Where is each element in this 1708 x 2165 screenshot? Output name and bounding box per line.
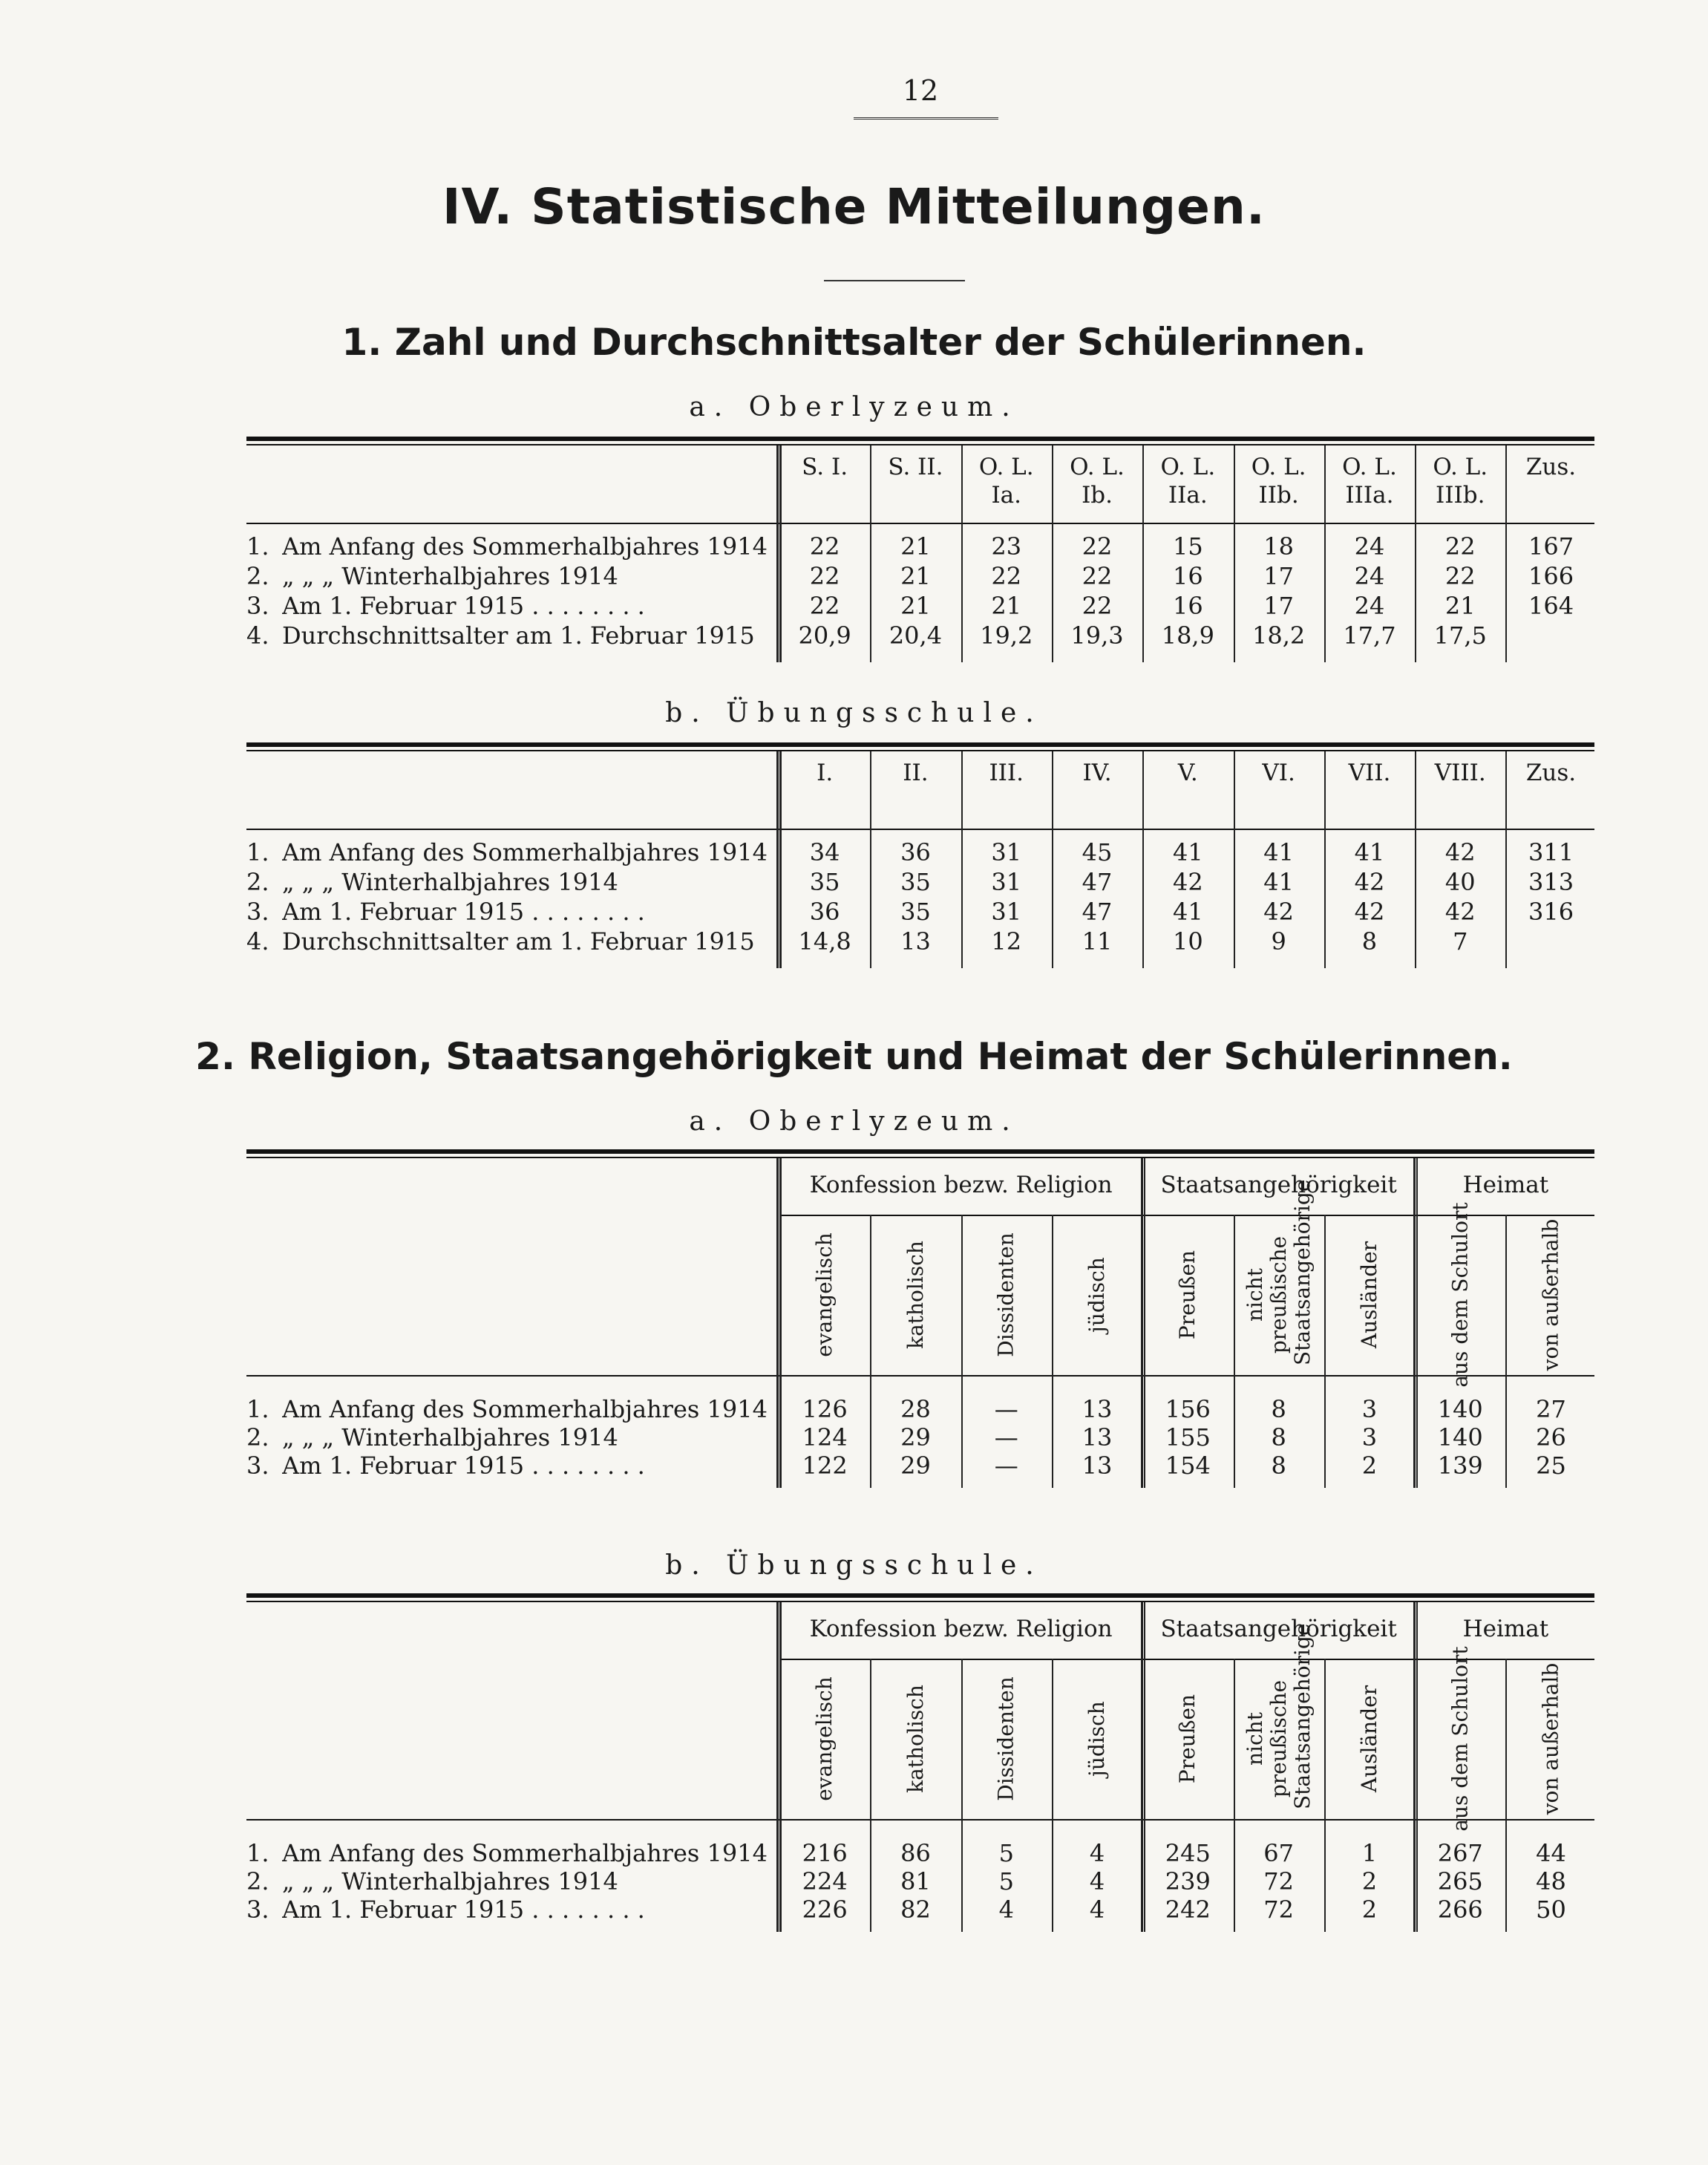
- table-cell: 124: [802, 1423, 848, 1452]
- column-header: I.: [817, 760, 834, 786]
- title-rule: [824, 280, 965, 281]
- row-label: „ „ „ Winterhalbjahres 1914: [282, 1868, 618, 1895]
- table-cell: 155: [1165, 1423, 1211, 1452]
- table-cell: 8: [1271, 1395, 1286, 1423]
- table-cell: 82: [900, 1895, 931, 1924]
- table-top-rule-thin: [246, 1157, 1594, 1158]
- table-header-rule: [246, 1819, 1594, 1821]
- rotated-column-label: Preußen: [1175, 1694, 1200, 1784]
- table-top-rule: [246, 1593, 1594, 1598]
- page-number: 12: [902, 74, 939, 107]
- column-header: VI.: [1262, 760, 1295, 786]
- row-number: 1.: [246, 1839, 269, 1867]
- table-cell: 4: [1089, 1839, 1105, 1867]
- rotated-column-label: Ausländer: [1356, 1685, 1381, 1793]
- column-header: Zus.: [1525, 760, 1577, 786]
- table-cell: 15: [1172, 532, 1203, 561]
- table-cell: 4: [998, 1895, 1014, 1924]
- table-vline-main: [776, 1602, 779, 1932]
- table-cell: 140: [1437, 1423, 1483, 1452]
- group-header: Staatsangehörigkeit: [1160, 1172, 1397, 1198]
- column-header: IV.: [1082, 760, 1112, 786]
- row-label: Am Anfang des Sommerhalbjahres 1914: [282, 839, 768, 866]
- table-header-rule: [246, 829, 1594, 830]
- table-cell: 8: [1271, 1423, 1286, 1452]
- table-top-rule: [246, 742, 1594, 747]
- table-cell: 12: [991, 927, 1022, 956]
- table-cell: 1: [1361, 1839, 1378, 1867]
- column-header: O. L. IIb.: [1251, 454, 1306, 509]
- table-cell: 27: [1536, 1395, 1566, 1423]
- table-cell: 20,4: [889, 621, 943, 650]
- table-cell: 139: [1437, 1452, 1483, 1480]
- table-cell: 42: [1444, 898, 1476, 926]
- table-cell: 24: [1354, 592, 1385, 620]
- row-number: 4.: [246, 621, 269, 650]
- row-label: Durchschnittsalter am 1. Februar 1915: [282, 928, 755, 955]
- column-header: VIII.: [1434, 760, 1486, 786]
- table-cell: 3: [1361, 1423, 1378, 1452]
- table-cell: 19,3: [1070, 621, 1124, 650]
- table-cell: 31: [991, 868, 1022, 896]
- row-label: Am 1. Februar 1915 . . . . . . . .: [282, 1896, 645, 1923]
- row-label: Am Anfang des Sommerhalbjahres 1914: [282, 1396, 768, 1423]
- table-cell: 36: [809, 898, 840, 926]
- table-cell: 47: [1082, 868, 1113, 896]
- table-cell: 21: [900, 592, 931, 620]
- table-cell: 166: [1528, 562, 1574, 590]
- table-cell: 13: [900, 927, 931, 956]
- table-vline-main: [776, 1158, 779, 1488]
- table-cell: 47: [1082, 898, 1113, 926]
- column-header: V.: [1177, 760, 1198, 786]
- table-cell: 40: [1444, 868, 1476, 896]
- section2a-subtitle: a. Oberlyzeum.: [689, 1106, 1019, 1137]
- table-cell: 23: [991, 532, 1022, 561]
- row-label: Am Anfang des Sommerhalbjahres 1914: [282, 1840, 768, 1867]
- column-header: VII.: [1348, 760, 1391, 786]
- table-top-rule-thin: [246, 750, 1594, 751]
- column-header: O. L. Ib.: [1070, 454, 1125, 509]
- table-cell: 126: [802, 1395, 848, 1423]
- table-cell: 2: [1361, 1895, 1378, 1924]
- table-cell: —: [994, 1452, 1018, 1480]
- table-cell: 316: [1528, 898, 1574, 926]
- table-cell: 86: [900, 1839, 931, 1867]
- table-cell: 28: [900, 1395, 931, 1423]
- table-cell: 16: [1172, 592, 1203, 620]
- row-label: Durchschnittsalter am 1. Februar 1915: [282, 622, 755, 649]
- table-cell: 22: [1082, 532, 1113, 561]
- table-cell: 20,9: [798, 621, 851, 650]
- rotated-column-header: [779, 1663, 870, 1815]
- table-cell: 16: [1172, 562, 1203, 590]
- table-cell: 156: [1165, 1395, 1211, 1423]
- table-cell: 35: [900, 898, 931, 926]
- table-cell: 72: [1263, 1867, 1294, 1895]
- table-cell: 7: [1453, 927, 1468, 956]
- row-label: „ „ „ Winterhalbjahres 1914: [282, 1424, 618, 1451]
- table-cell: 81: [900, 1867, 931, 1895]
- section2-title: 2. Religion, Staatsangehörigkeit und Heimat der Schülerinnen.: [195, 1035, 1513, 1078]
- table-cell: 36: [900, 838, 931, 866]
- table-cell: 45: [1082, 838, 1113, 866]
- rotated-column-header: [1142, 1663, 1233, 1815]
- row-label: „ „ „ Winterhalbjahres 1914: [282, 869, 618, 895]
- table-cell: 17,7: [1343, 621, 1396, 650]
- table-cell: 21: [1444, 592, 1476, 620]
- group-header: Heimat: [1462, 1172, 1549, 1198]
- table-cell: 266: [1437, 1895, 1483, 1924]
- table-cell: 311: [1528, 838, 1574, 866]
- row-label: Am 1. Februar 1915 . . . . . . . .: [282, 1452, 645, 1479]
- section1-title: 1. Zahl und Durchschnittsalter der Schülerinnen.: [341, 321, 1367, 364]
- table-vline-main: [776, 445, 779, 662]
- table-cell: 42: [1263, 898, 1294, 926]
- table-cell: 41: [1172, 898, 1203, 926]
- table-cell: 24: [1354, 532, 1385, 561]
- rotated-column-header: [961, 1219, 1052, 1371]
- column-header: S. I.: [802, 454, 848, 480]
- section2b-subtitle: b. Übungsschule.: [665, 1550, 1043, 1581]
- table-top-rule-thin: [246, 444, 1594, 445]
- table-cell: 10: [1172, 927, 1203, 956]
- rotated-column-header: [1052, 1663, 1142, 1815]
- table-cell: 18,2: [1252, 621, 1306, 650]
- table-cell: 122: [802, 1452, 848, 1480]
- table-cell: 2: [1361, 1452, 1378, 1480]
- rotated-column-label: nicht preußische Staatsangehörige: [1242, 1623, 1315, 1809]
- rotated-column-header: [1234, 1623, 1324, 1815]
- column-header: O. L. IIIa.: [1342, 454, 1397, 509]
- table-cell: 50: [1536, 1895, 1566, 1924]
- row-label: „ „ „ Winterhalbjahres 1914: [282, 563, 618, 590]
- rotated-column-label: evangelisch: [812, 1232, 837, 1357]
- column-header: O. L. Ia.: [978, 454, 1034, 509]
- table-cell: 26: [1536, 1423, 1566, 1452]
- column-header: III.: [989, 760, 1024, 786]
- table-header-rule: [246, 1375, 1594, 1377]
- column-header: O. L. IIIb.: [1433, 454, 1488, 509]
- group-header: Heimat: [1462, 1616, 1549, 1642]
- table-cell: 11: [1082, 927, 1113, 956]
- rotated-column-header: [1052, 1219, 1142, 1371]
- row-number: 2.: [246, 562, 269, 590]
- column-header: O. L. IIa.: [1160, 454, 1216, 509]
- table-cell: 9: [1271, 927, 1286, 956]
- table-cell: 164: [1528, 592, 1574, 620]
- table-cell: 22: [1444, 562, 1476, 590]
- table-cell: 167: [1528, 532, 1574, 561]
- table-cell: 41: [1172, 838, 1203, 866]
- table-cell: 13: [1082, 1423, 1113, 1452]
- rotated-column-label: evangelisch: [812, 1676, 837, 1801]
- table-cell: 2: [1361, 1867, 1378, 1895]
- table-cell: 42: [1354, 898, 1385, 926]
- table-top-rule: [246, 437, 1594, 441]
- table-cell: 17: [1263, 562, 1294, 590]
- rotated-column-label: von außerhalb: [1538, 1662, 1563, 1815]
- table-cell: 224: [802, 1867, 848, 1895]
- table-cell: 29: [900, 1452, 931, 1480]
- table-cell: 13: [1082, 1452, 1113, 1480]
- table-cell: 313: [1528, 868, 1574, 896]
- rotated-column-label: jüdisch: [1084, 1257, 1110, 1333]
- row-number: 1.: [246, 532, 269, 561]
- table-cell: 265: [1437, 1867, 1483, 1895]
- table-cell: 29: [900, 1423, 931, 1452]
- table-cell: 21: [900, 562, 931, 590]
- row-number: 2.: [246, 868, 269, 896]
- row-number: 3.: [246, 592, 269, 620]
- rotated-column-header: [961, 1663, 1052, 1815]
- rotated-column-label: Dissidenten: [993, 1676, 1018, 1801]
- rotated-column-label: nicht preußische Staatsangehörige: [1242, 1179, 1315, 1365]
- table-cell: 35: [900, 868, 931, 896]
- rotated-column-label: jüdisch: [1084, 1701, 1110, 1777]
- table-cell: 17,5: [1433, 621, 1487, 650]
- row-number: 1.: [246, 838, 269, 866]
- row-number: 4.: [246, 927, 269, 956]
- table-cell: 42: [1354, 868, 1385, 896]
- rotated-column-label: katholisch: [903, 1685, 928, 1793]
- section1a-subtitle: a. Oberlyzeum.: [689, 392, 1019, 422]
- group-header: Konfession bezw. Religion: [809, 1616, 1113, 1642]
- table-cell: 21: [900, 532, 931, 561]
- table-cell: 21: [991, 592, 1022, 620]
- table-vline-main: [776, 751, 779, 968]
- table-cell: 22: [1444, 532, 1476, 561]
- rotated-column-header: [1415, 1646, 1505, 1832]
- table-cell: 22: [809, 592, 840, 620]
- table-cell: 72: [1263, 1895, 1294, 1924]
- table-cell: 8: [1361, 927, 1378, 956]
- rotated-column-header: [1324, 1663, 1415, 1815]
- table-cell: 22: [809, 532, 840, 561]
- table-cell: 25: [1536, 1452, 1566, 1480]
- table-cell: 41: [1263, 838, 1294, 866]
- rotated-column-header: [1505, 1663, 1596, 1815]
- table-cell: 22: [809, 562, 840, 590]
- row-number: 3.: [246, 898, 269, 926]
- row-number: 3.: [246, 1452, 269, 1480]
- column-header: S. II.: [888, 454, 943, 480]
- table-cell: 48: [1536, 1867, 1566, 1895]
- row-label: Am Anfang des Sommerhalbjahres 1914: [282, 533, 768, 560]
- table-cell: 42: [1444, 838, 1476, 866]
- rotated-column-header: [870, 1663, 961, 1815]
- table-cell: 242: [1165, 1895, 1211, 1924]
- table-cell: 226: [802, 1895, 848, 1924]
- rotated-column-label: katholisch: [903, 1241, 928, 1349]
- table-cell: 140: [1437, 1395, 1483, 1423]
- table-cell: 41: [1354, 838, 1385, 866]
- group-header: Konfession bezw. Religion: [809, 1172, 1113, 1198]
- rotated-column-label: von außerhalb: [1538, 1218, 1563, 1371]
- rotated-column-header: [779, 1219, 870, 1371]
- table-cell: 13: [1082, 1395, 1113, 1423]
- rotated-column-header: [1505, 1219, 1596, 1371]
- row-number: 2.: [246, 1423, 269, 1452]
- table-cell: 35: [809, 868, 840, 896]
- table-cell: 14,8: [798, 927, 851, 956]
- table-cell: 239: [1165, 1867, 1211, 1895]
- table-cell: 22: [1082, 562, 1113, 590]
- table-cell: 245: [1165, 1839, 1211, 1867]
- table-cell: —: [994, 1423, 1018, 1452]
- table-cell: —: [994, 1395, 1018, 1423]
- row-number: 3.: [246, 1895, 269, 1924]
- table-cell: 3: [1361, 1395, 1378, 1423]
- table-cell: 42: [1172, 868, 1203, 896]
- table-header-rule: [246, 523, 1594, 524]
- table-cell: 41: [1263, 868, 1294, 896]
- table-cell: 4: [1089, 1895, 1105, 1924]
- rotated-column-header: [1142, 1219, 1233, 1371]
- column-header: II.: [903, 760, 929, 786]
- rotated-column-label: aus dem Schulort: [1447, 1646, 1473, 1832]
- rotated-column-header: [1415, 1202, 1505, 1388]
- section1b-subtitle: b. Übungsschule.: [665, 698, 1043, 728]
- table-cell: 31: [991, 898, 1022, 926]
- rotated-column-label: Ausländer: [1356, 1241, 1381, 1349]
- table-cell: 154: [1165, 1452, 1211, 1480]
- rotated-column-label: Preußen: [1175, 1250, 1200, 1340]
- table-cell: 22: [991, 562, 1022, 590]
- table-cell: 8: [1271, 1452, 1286, 1480]
- table-cell: 4: [1089, 1867, 1105, 1895]
- group-header: Staatsangehörigkeit: [1160, 1616, 1397, 1642]
- row-number: 2.: [246, 1867, 269, 1895]
- rotated-column-label: aus dem Schulort: [1447, 1202, 1473, 1388]
- rotated-column-header: [1234, 1179, 1324, 1371]
- table-cell: 22: [1082, 592, 1113, 620]
- table-top-rule: [246, 1149, 1594, 1154]
- column-header: Zus.: [1525, 454, 1577, 480]
- table-cell: 5: [998, 1867, 1014, 1895]
- row-number: 1.: [246, 1395, 269, 1423]
- row-label: Am 1. Februar 1915 . . . . . . . .: [282, 898, 645, 925]
- table-cell: 31: [991, 838, 1022, 866]
- main-title: IV. Statistische Mitteilungen.: [442, 178, 1266, 235]
- table-top-rule-thin: [246, 1601, 1594, 1602]
- table-cell: 67: [1263, 1839, 1294, 1867]
- table-cell: 267: [1437, 1839, 1483, 1867]
- table-cell: 18,9: [1161, 621, 1214, 650]
- table-cell: 34: [809, 838, 840, 866]
- table-cell: 17: [1263, 592, 1294, 620]
- table-cell: 216: [802, 1839, 848, 1867]
- rotated-column-header: [870, 1219, 961, 1371]
- table-cell: 19,2: [980, 621, 1033, 650]
- rotated-column-label: Dissidenten: [993, 1232, 1018, 1357]
- page-number-ornament: [854, 110, 998, 120]
- table-cell: 18: [1263, 532, 1294, 561]
- table-cell: 5: [998, 1839, 1014, 1867]
- row-label: Am 1. Februar 1915 . . . . . . . .: [282, 592, 645, 619]
- table-cell: 24: [1354, 562, 1385, 590]
- rotated-column-header: [1324, 1219, 1415, 1371]
- table-cell: 44: [1536, 1839, 1566, 1867]
